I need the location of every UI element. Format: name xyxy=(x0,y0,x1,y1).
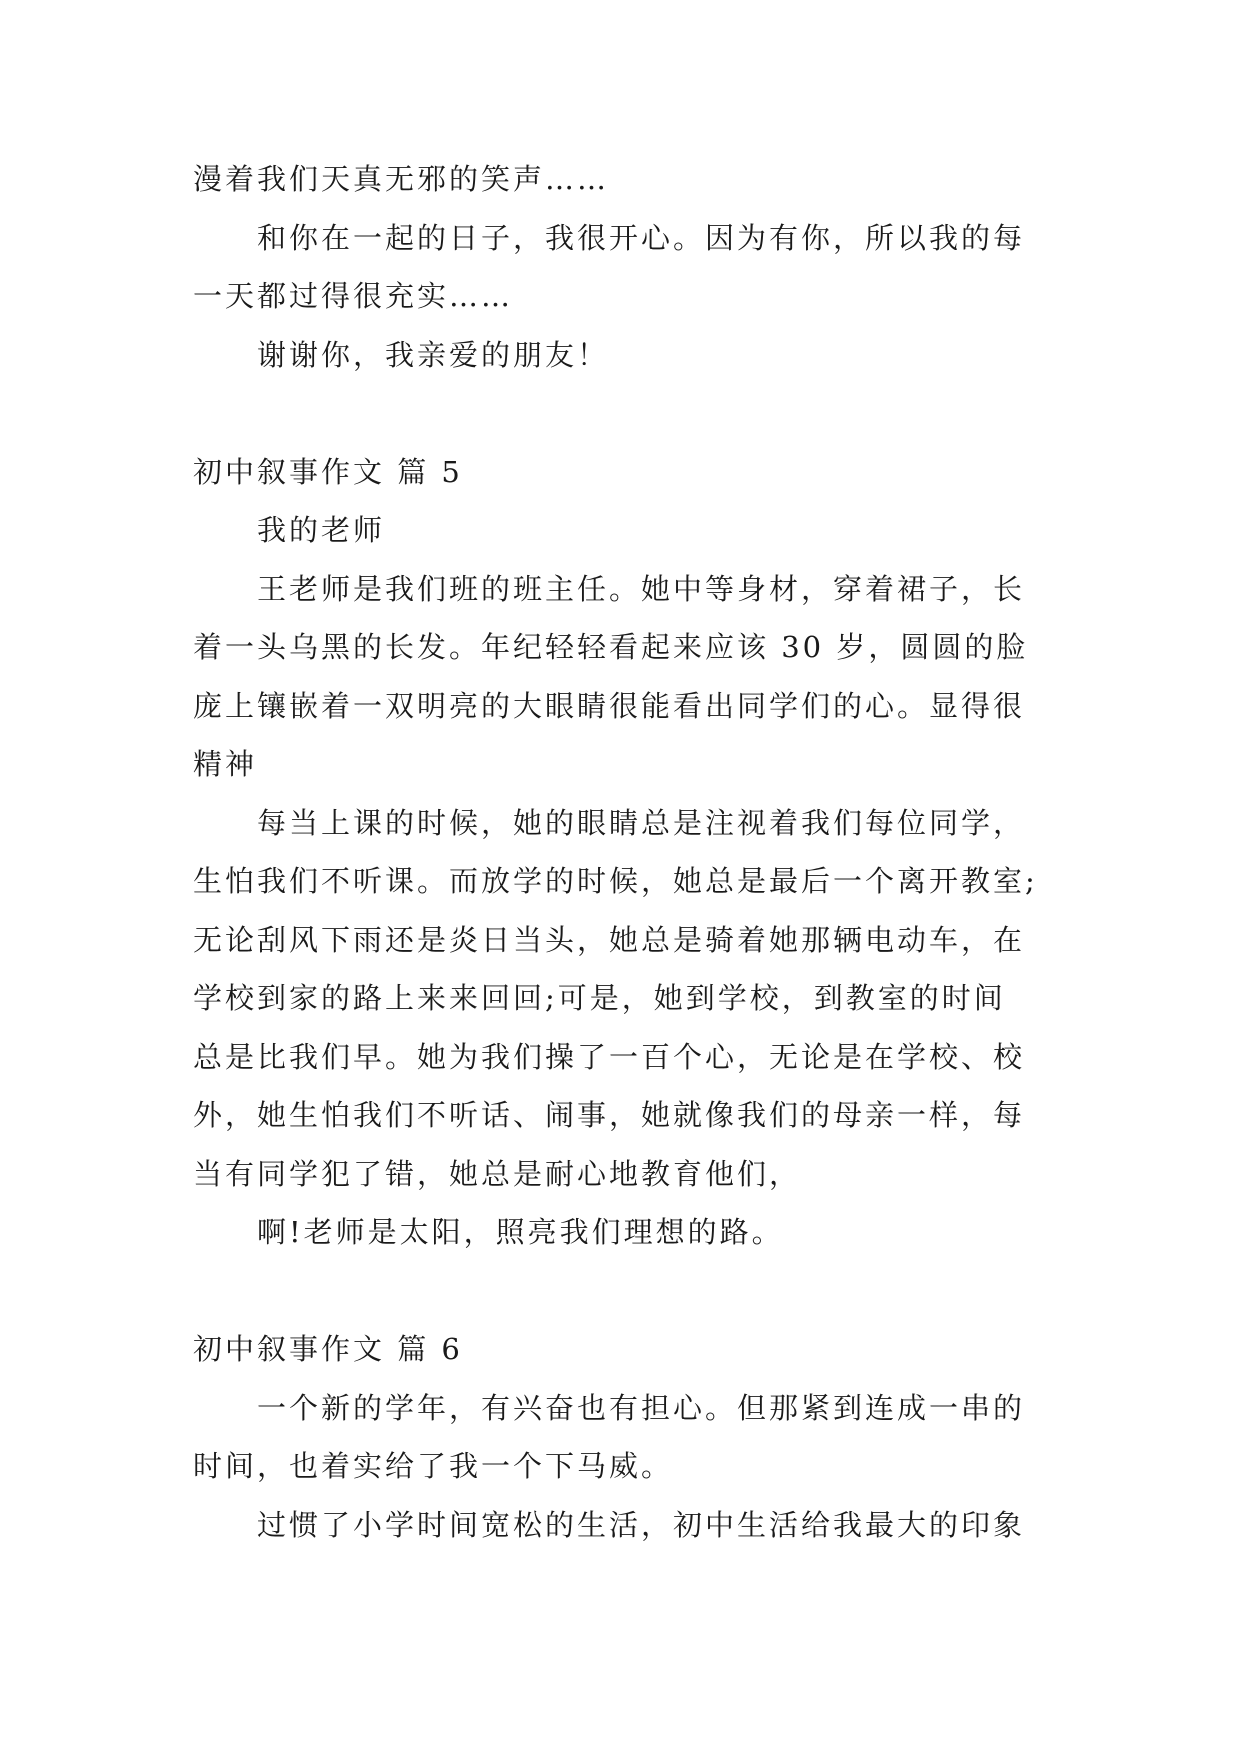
text-line: 谢谢你，我亲爱的朋友！ xyxy=(257,337,610,372)
section-heading: 初中叙事作文 篇 6 xyxy=(193,1332,463,1366)
paragraph-gap xyxy=(193,1262,1055,1321)
text-line: 生怕我们不听课。而放学的时候，她总是最后一个离开教室; xyxy=(193,864,1038,898)
text-line: 和你在一起的日子，我很开心。因为有你，所以我的每 xyxy=(257,220,1026,255)
text-line: 王老师是我们班的班主任。她中等身材，穿着裙子，长 xyxy=(257,571,1026,606)
text-line: 啊!老师是太阳，照亮我们理想的路。 xyxy=(257,1215,784,1249)
text-line: 一天都过得很充实…… xyxy=(193,279,514,313)
text-line: 每当上课的时候，她的眼睛总是注视着我们每位同学， xyxy=(257,805,1026,840)
text-line: 总是比我们早。她为我们操了一百个心，无论是在学校、校 xyxy=(193,1039,1026,1074)
text-line: 时间，也着实给了我一个下马威。 xyxy=(193,1449,674,1483)
document-page xyxy=(193,150,1055,1554)
text-line: 无论刮风下雨还是炎日当头，她总是骑着她那辆电动车，在 xyxy=(193,922,1026,957)
paragraph-gap xyxy=(193,384,1055,443)
essay-title: 我的老师 xyxy=(257,513,386,547)
text-line: 外，她生怕我们不听话、闹事，她就像我们的母亲一样，每 xyxy=(193,1098,1026,1132)
text-line: 着一头乌黑的长发。年纪轻轻看起来应该 30 岁，圆圆的脸 xyxy=(193,630,1029,664)
text-line: 学校到家的路上来来回回;可是，她到学校，到教室的时间 xyxy=(193,981,1006,1015)
text-line: 过惯了小学时间宽松的生活，初中生活给我最大的印象 xyxy=(257,1507,1026,1542)
text-line: 庞上镶嵌着一双明亮的大眼睛很能看出同学们的心。显得很 xyxy=(193,688,1026,723)
text-line: 当有同学犯了错，她总是耐心地教育他们， xyxy=(193,1156,802,1191)
text-line: 漫着我们天真无邪的笑声…… xyxy=(193,162,610,196)
text-line: 精神 xyxy=(193,747,258,781)
section-heading: 初中叙事作文 篇 5 xyxy=(193,454,463,489)
text-line: 一个新的学年，有兴奋也有担心。但那紧到连成一串的 xyxy=(257,1390,1026,1425)
